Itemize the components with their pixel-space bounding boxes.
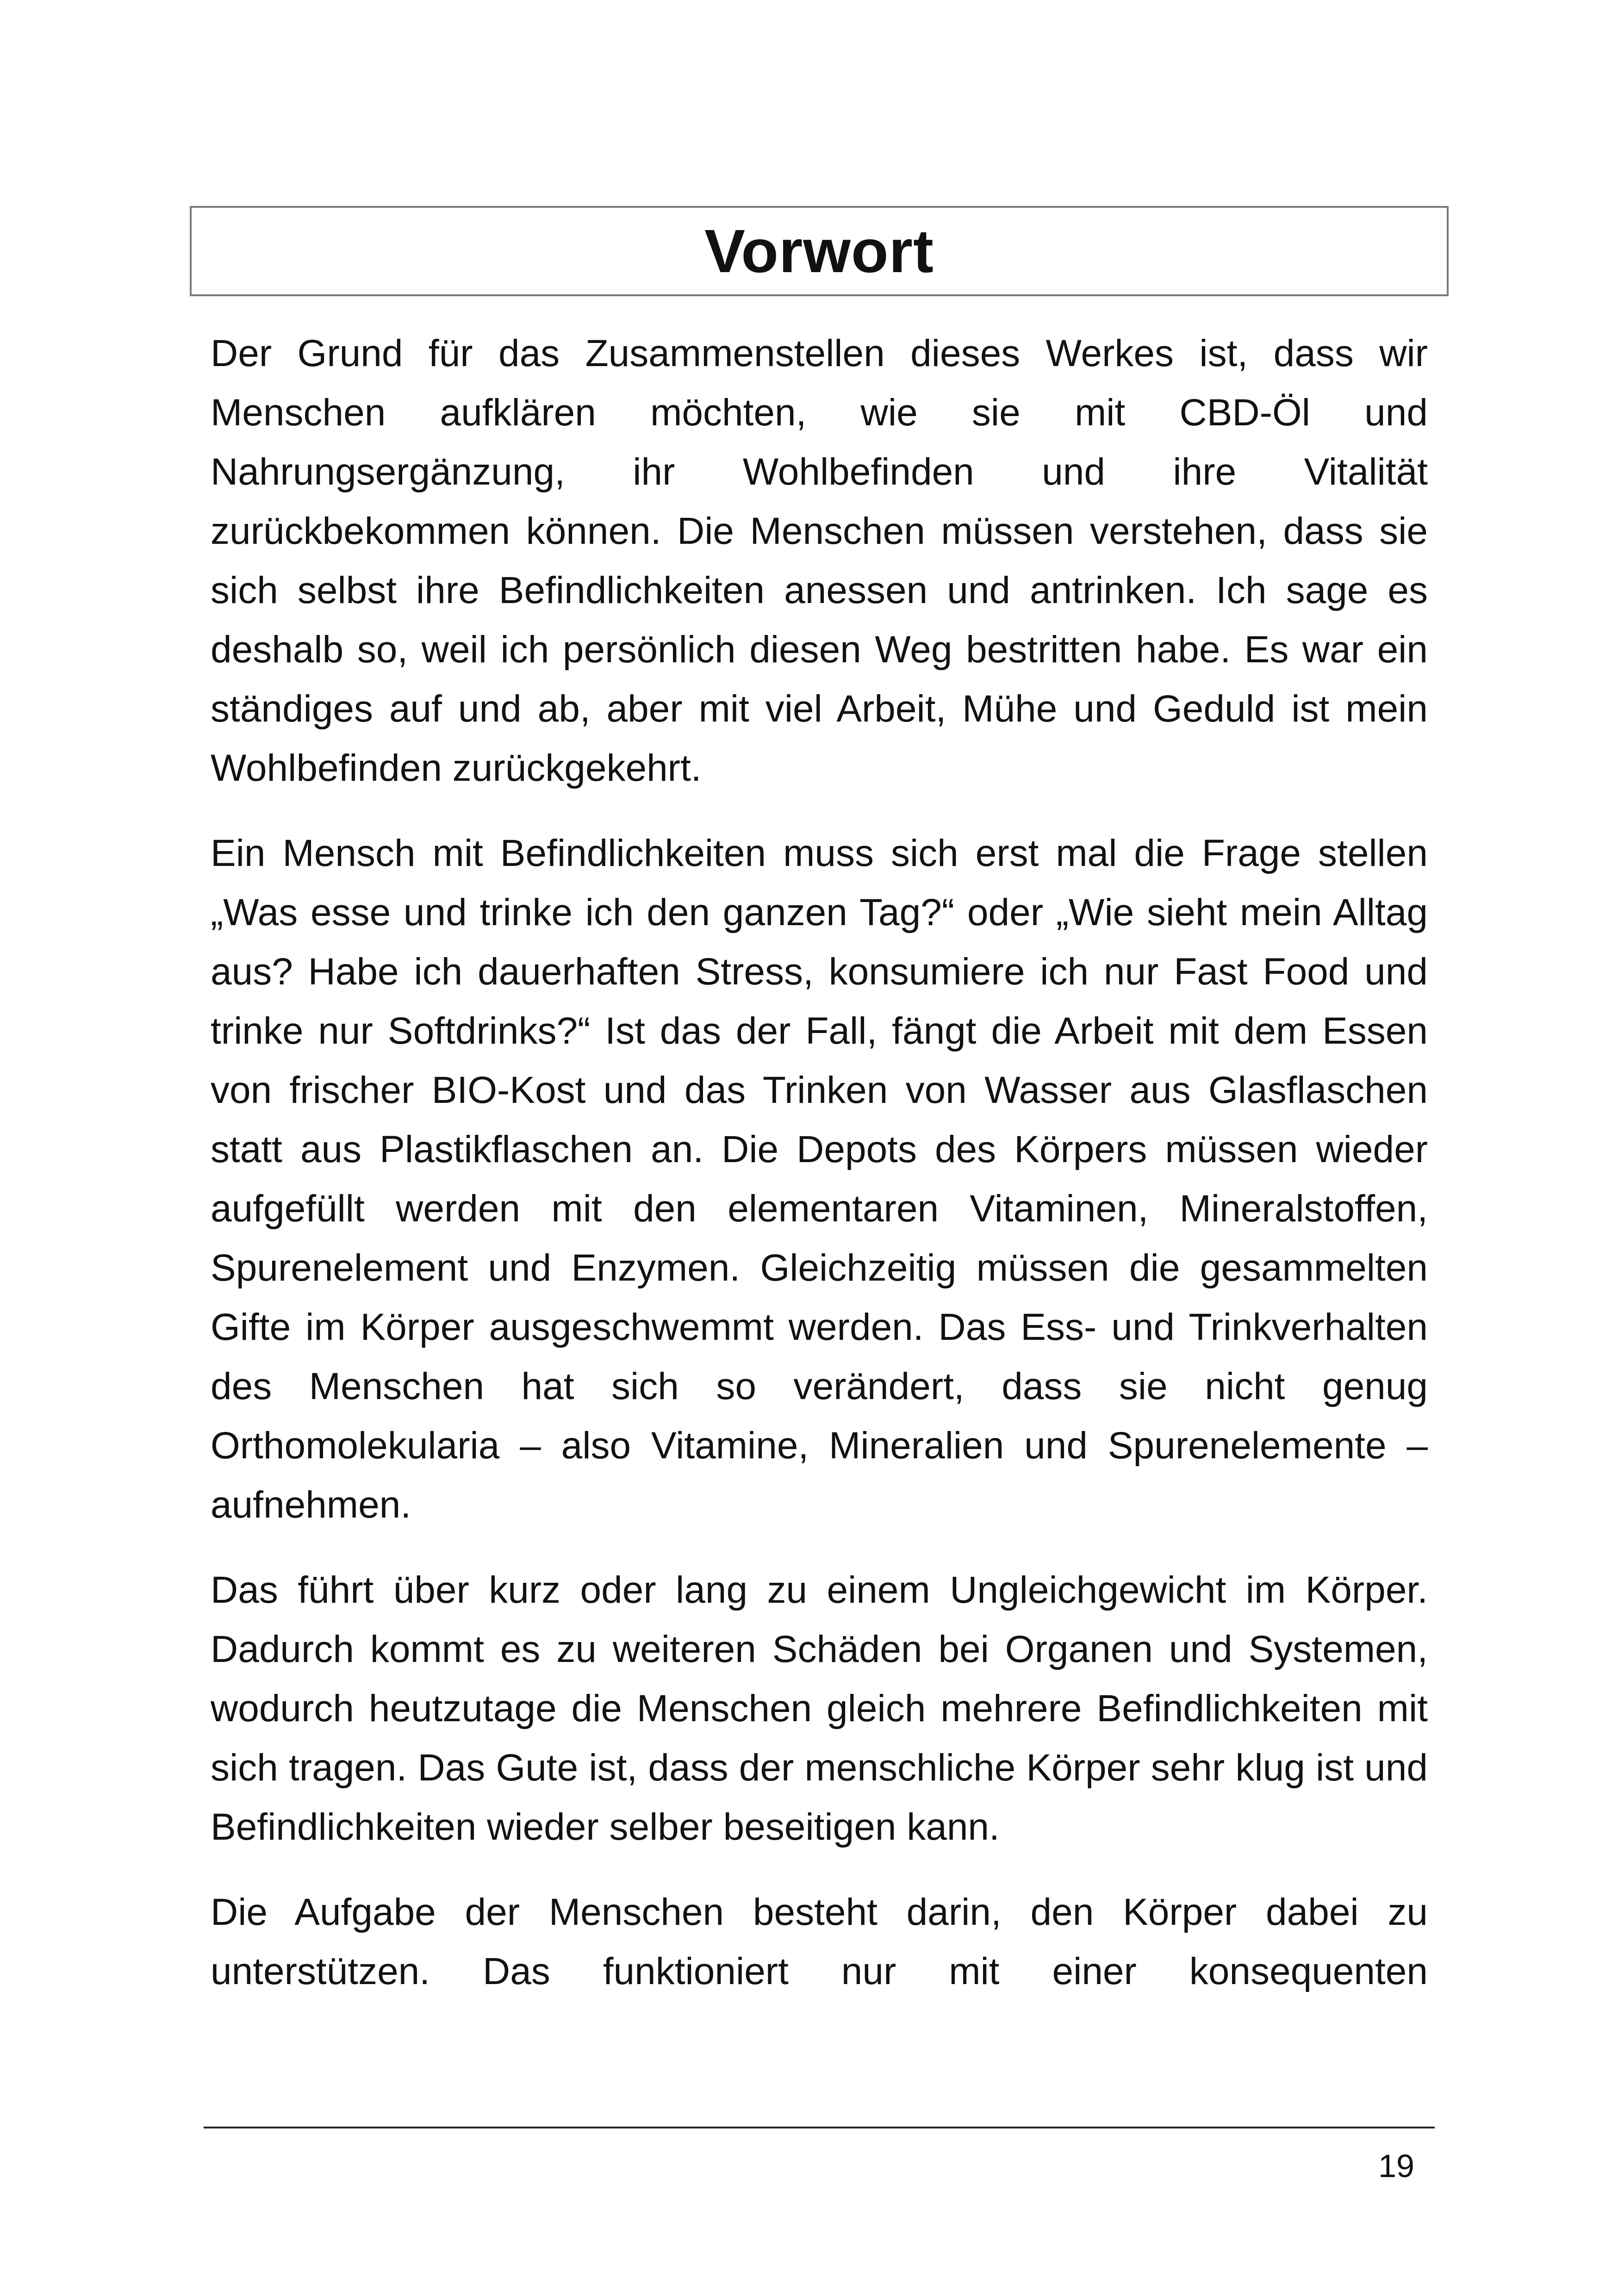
paragraph-3: Das führt über kurz oder lang zu einem Ungleichgewicht im Körper. Dadurch kommt es zu weiteren Schäden bei Organen und Systemen, wodurch heutzutage die Menschen gleich mehrere Befindlichkeiten mit sich tragen. Das Gute ist, dass der menschliche Körper sehr klug ist und Befindlichkeiten wieder selber beseitigen kann. [211,1569,1428,1848]
chapter-heading: Vorwort [704,217,934,285]
paragraph-4: Die Aufgabe der Menschen besteht darin, den Körper dabei zu unterstützen. Das funktioniert nur mit einer konsequenten [211,1891,1428,1992]
footer-divider [204,2127,1435,2128]
page-number: 19 [1378,2148,1414,2184]
body-text [211,324,1428,2027]
paragraph-2: Ein Mensch mit Befindlichkeiten muss sich erst mal die Frage stellen „Was esse und trinke ich den ganzen Tag?“ oder „Wie sieht mein Alltag aus? Habe ich dauerhaften Stress, konsumiere ich nur Fast Food und trinke nur Softdrinks?“ Ist das der Fall, fängt die Arbeit mit dem Essen von frischer BIO-Kost und das Trinken von Wasser aus Glasflaschen statt aus Plastikflaschen an. Die Depots des Körpers müssen wieder aufgefüllt werden mit den elementaren Vitaminen, Mineralstoffen, Spurenelement und Enzymen. Gleichzeitig müssen die gesammelten Gifte im Körper ausgeschwemmt werden. Das Ess- und Trinkverhalten des Menschen hat sich so verändert, dass sie nicht genug Orthomolekularia – also Vitamine, Mineralien und Spurenelemente – aufnehmen. [211,832,1428,1526]
paragraph-1: Der Grund für das Zusammenstellen dieses Werkes ist, dass wir Menschen aufklären möchten, wie sie mit CBD-Öl und Nahrungsergänzung, ihr Wohlbefinden und ihre Vitalität zurückbekommen können. Die Menschen müssen verstehen, dass sie sich selbst ihre Befindlichkeiten anessen und antrinken. Ich sage es deshalb so, weil ich persönlich diesen Weg bestritten habe. Es war ein ständiges auf und ab, aber mit viel Arbeit, Mühe und Geduld ist mein Wohlbefinden zurückgekehrt. [211,332,1428,789]
chapter-heading-box [190,206,1449,296]
